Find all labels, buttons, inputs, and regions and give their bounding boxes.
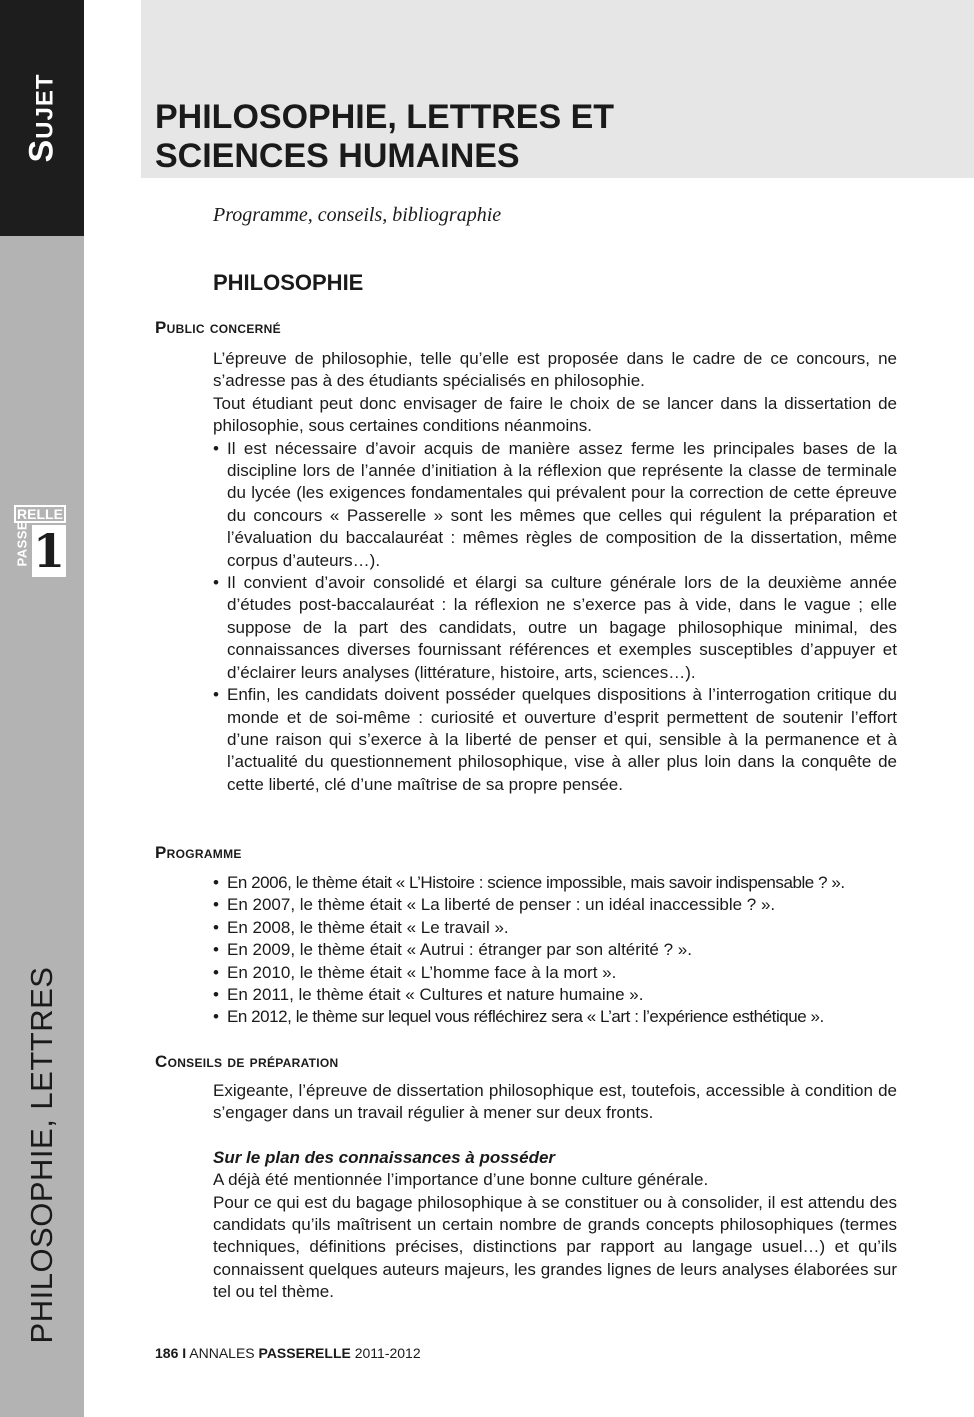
footer-separator: I: [182, 1345, 187, 1361]
list-item: • Il est nécessaire d’avoir acquis de manière assez ferme les principales bases de la discipline lors de l’année d’initiation à la réflexion que représente la classe de terminale du lycée (les exigences fondamentales qui prévalent pour la correction de cette épreuve du concours « Passerelle » sont les mêmes que celles qui régulent la préparation et l’évaluation du baccalauréat : mêmes règles de composition de la dissertation, même corpus d’auteurs…).: [213, 438, 897, 572]
list-item: • En 2010, le thème était « L’homme face à la mort ».: [213, 962, 897, 984]
public-para-2: Tout étudiant peut donc envisager de faire le choix de se lancer dans la dissertation de philosophie, sous certaines conditions néanmoins.: [213, 393, 897, 436]
conseils-subheading: Sur le plan des connaissances à posséder: [213, 1147, 556, 1167]
conseils-block: [213, 1080, 897, 1304]
title-line-1: PHILOSOPHIE, LETTRES ET: [155, 98, 615, 136]
sidebar-top-label: Sujet: [22, 73, 61, 163]
page-number: 186: [155, 1345, 179, 1361]
heading-public: Public concerné: [155, 318, 281, 337]
footer-brand: PASSERELLE: [258, 1345, 351, 1361]
conseils-para-2: Pour ce qui est du bagage philosophique à se constituer ou à consolider, il est attendu des candidats qu’ils maîtrisent un certain nombre de grands concepts philosophiques (termes techniques, définitions précises, distinctions par rapport au langage usuel…) et qu’ils connaissent quelques auteurs majeurs, les grandes lignes de leurs analyses élaborées sur tel ou tel thème.: [213, 1192, 897, 1302]
sidebar-bottom-label: PHILOSOPHIE, LETTRES: [24, 966, 59, 1344]
passerelle-logo: [14, 505, 66, 577]
logo-relle-text: RELLE: [14, 505, 66, 523]
programme-list: [213, 872, 897, 1029]
logo-passe-text: PASSE: [14, 520, 30, 567]
page-footer: [155, 1345, 421, 1361]
list-item: • En 2008, le thème était « Le travail ».: [213, 917, 897, 939]
page-title: [155, 98, 614, 176]
list-item: • En 2006, le thème était « L’Histoire : science impossible, mais savoir indispensable ? ».: [213, 872, 897, 894]
list-item: • Il convient d’avoir consolidé et élargi sa culture générale lors de la deuxième année d’études post-baccalauréat : la réflexion ne s’exerce pas à vide, dans le vague ; elle suppose de la part des candidats, outre un bagage philosophique minimal, des connaissances diverses fournissant références et exemples susceptibles d’appuyer et d’éclairer leurs analyses (littérature, histoire, arts, sciences…).: [213, 572, 897, 684]
footer-years: 2011-2012: [354, 1345, 421, 1361]
section-title: PHILOSOPHIE: [213, 270, 364, 295]
title-line-2: SCIENCES HUMAINES: [155, 137, 520, 175]
conseils-para-1: A déjà été mentionnée l’importance d’une bonne culture générale.: [213, 1170, 709, 1190]
footer-annales: ANNALES: [189, 1345, 255, 1361]
list-item: • En 2007, le thème était « La liberté de penser : un idéal inaccessible ? ».: [213, 894, 897, 916]
heading-conseils: Conseils de préparation: [155, 1052, 339, 1071]
logo-number: 1: [32, 524, 65, 578]
list-item: • En 2009, le thème était « Autrui : étranger par son altérité ? ».: [213, 939, 897, 961]
heading-programme: Programme: [155, 843, 242, 862]
public-bullet-list: [213, 438, 897, 797]
list-item: • En 2012, le thème sur lequel vous réfléchirez sera « L’art : l’expérience esthétique ».: [213, 1006, 897, 1028]
public-block: [213, 348, 897, 796]
list-item: • Enfin, les candidats doivent posséder quelques dispositions à l’interrogation critique du monde et de soi-même : curiosité et ouverture d’esprit permettent de soutenir l’effort d’une raison qui s’exerce à la liberté de penser et qui, sensible à la permanence et à l’actualité du questionnement philosophique, vise à aller plus loin dans la conquête de cette liberté, clé d’une maîtrise de sa propre pensée.: [213, 684, 897, 796]
page-subtitle: Programme, conseils, bibliographie: [213, 204, 502, 226]
public-para-1: L’épreuve de philosophie, telle qu’elle est proposée dans le cadre de ce concours, ne s’adresse pas à des étudiants spécialisés en philosophie.: [213, 349, 897, 391]
conseils-intro: Exigeante, l’épreuve de dissertation philosophique est, toutefois, accessible à condition de s’engager dans un travail régulier à mener sur deux fronts.: [213, 1081, 897, 1123]
list-item: • En 2011, le thème était « Cultures et nature humaine ».: [213, 984, 897, 1006]
programme-block: [213, 872, 897, 1029]
